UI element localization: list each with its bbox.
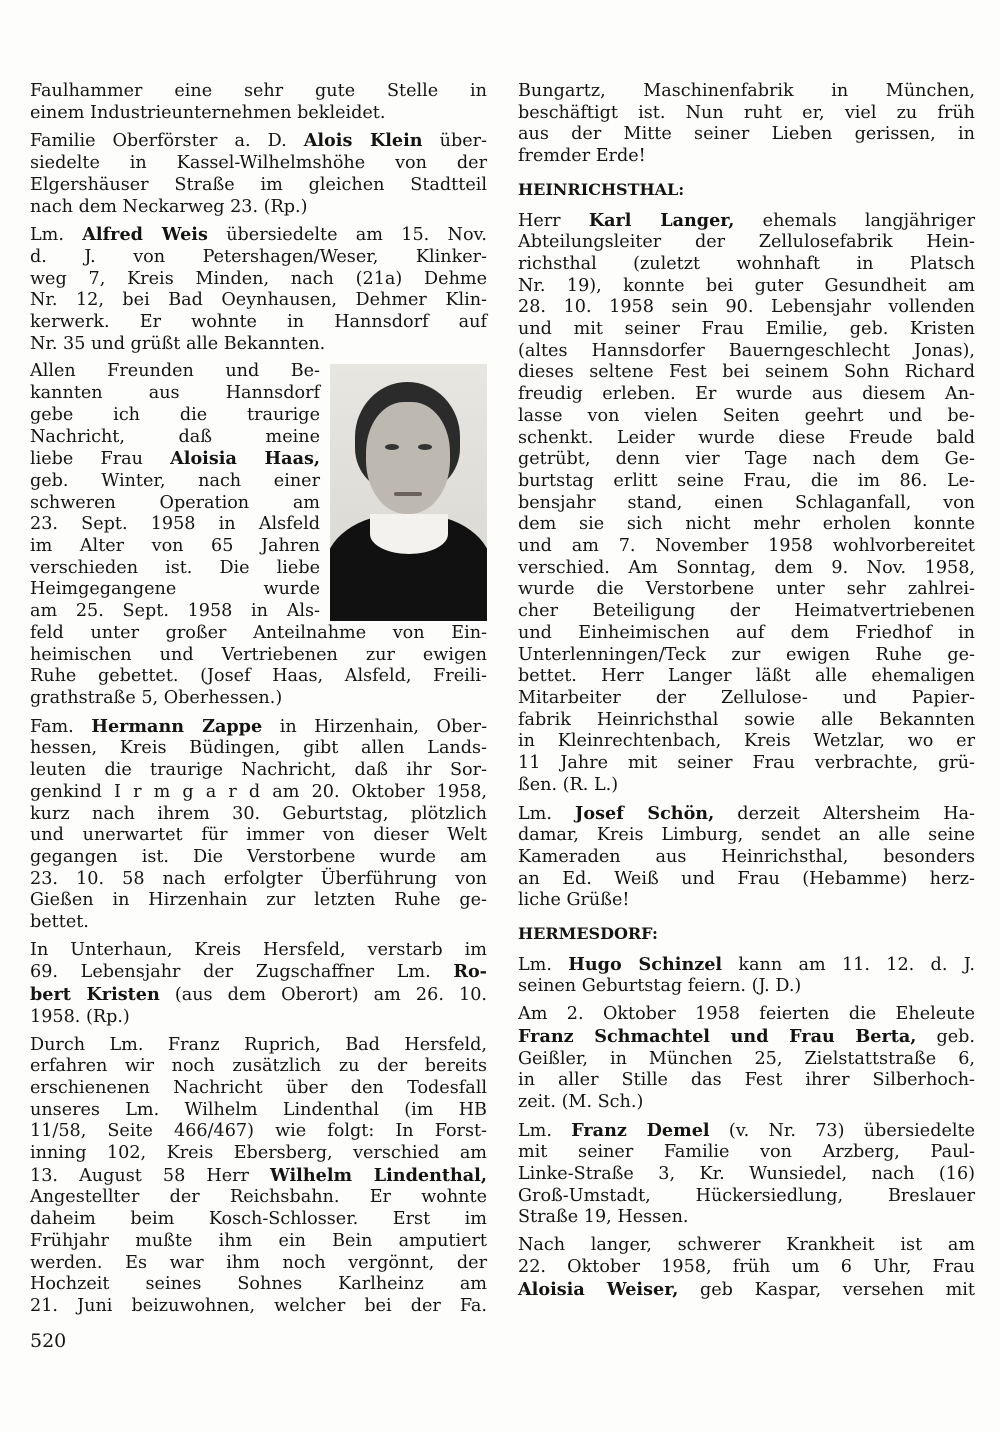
text-line: liebe Frau Aloisia Haas, <box>30 448 320 470</box>
article-paragraph <box>30 224 487 355</box>
text-line: Linke-Straße 3, Kr. Wunsiedel, nach (16) <box>518 1164 975 1185</box>
text-line: in Kleinrechtenbach, Kreis Wetzlar, wo er <box>518 731 975 752</box>
text-line: Ruhe gebettet. (Josef Haas, Alsfeld, Freili- <box>30 666 487 687</box>
text-line: kannten aus Hannsdorf <box>30 383 320 404</box>
text-line: Groß-Umstadt, Hückersiedlung, Breslauer <box>518 1185 975 1206</box>
text-line: und mit seiner Frau Emilie, geb. Kristen <box>518 319 975 340</box>
bold-name: Hermann Zappe <box>91 715 263 737</box>
text-line: in aller Stille das Fest ihrer Silberhoch- <box>518 1070 975 1091</box>
text-line: am 25. Sept. 1958 in Als- <box>30 601 320 622</box>
article-paragraph <box>30 81 487 124</box>
text-line: Gießen in Hirzenhain zur letzten Ruhe ge- <box>30 890 487 911</box>
text-line: bettet. Herr Langer läßt alle ehemaligen <box>518 666 975 687</box>
text-line: lasse von vielen Seiten geehrt und be- <box>518 405 975 426</box>
section-heading: HEINRICHSTHAL: <box>518 179 685 199</box>
text-line: dieses seltene Fest bei seinem Sohn Richard <box>518 362 975 383</box>
text-line: inning 102, Kreis Ebersberg, verschied am <box>30 1143 487 1164</box>
article-paragraph <box>518 954 975 998</box>
text-line: Hochzeit seines Sohnes Karlheinz am <box>30 1274 487 1295</box>
bold-name: Franz Demel <box>571 1119 710 1141</box>
text-line: Abteilungsleiter der Zellulosefabrik Hein- <box>518 232 975 253</box>
text-line: freudig erleben. Er wurde aus diesem An- <box>518 384 975 405</box>
text-line: 28. 10. 1958 sein 90. Lebensjahr vollenden <box>518 297 975 318</box>
bold-name: Hugo Schinzel <box>568 953 723 975</box>
article-paragraph <box>30 361 487 709</box>
photo-face <box>366 402 450 514</box>
article-paragraph <box>30 716 487 934</box>
text-line: feld unter großer Anteilnahme von Ein- <box>30 622 487 643</box>
text-line: 23. 10. 58 nach erfolgter Überführung von <box>30 868 487 889</box>
text-line: einem Industrieunternehmen bekleidet. <box>30 102 386 123</box>
text-line: 1958. (Rp.) <box>30 1006 130 1027</box>
text-line: Faulhammer eine sehr gute Stelle in <box>30 81 487 101</box>
text-line: cher Beteiligung der Heimatvertriebenen <box>518 601 975 622</box>
text-line: 11 Jahre mit seiner Frau verbrachte, grü- <box>518 753 975 774</box>
bold-name: Wilhelm Lindenthal, <box>270 1164 487 1186</box>
text-line: mit seiner Familie von Arzberg, Paul- <box>518 1142 975 1163</box>
text-line: Durch Lm. Franz Ruprich, Bad Hersfeld, <box>30 1034 487 1055</box>
text-line: Unterlenningen/Teck zur ewigen Ruhe ge- <box>518 644 975 665</box>
text-line: Kameraden aus Heinrichsthal, besonders <box>518 846 975 867</box>
left-column <box>30 81 487 1324</box>
text-line: seinen Geburtstag feiern. (J. D.) <box>518 976 802 997</box>
text-line: nach dem Neckarweg 23. (Rp.) <box>30 196 308 217</box>
article-paragraph <box>518 210 975 797</box>
text-line: richsthal (zuletzt wohnhaft in Platsch <box>518 253 975 274</box>
text-line: dem sie sich nicht mehr erholen konnte <box>518 514 975 535</box>
bold-name: Josef Schön, <box>575 802 715 824</box>
bold-name: bert Kristen <box>30 984 160 1006</box>
text-line: Nr. 12, bei Bad Oeynhausen, Dehmer Klin- <box>30 290 487 311</box>
text-line: an Ed. Weiß und Frau (Hebamme) herz- <box>518 868 975 889</box>
text-line: 21. Juni beizuwohnen, welcher bei der Fa. <box>30 1295 487 1316</box>
text-line: Am 2. Oktober 1958 feierten die Eheleute <box>518 1004 975 1025</box>
text-line: verschieden ist. Die liebe <box>30 557 320 578</box>
text-line: Straße 19, Hessen. <box>518 1207 689 1228</box>
text-line: bensjahr stand, einen Schlaganfall, von <box>518 492 975 513</box>
text-line: beschäftigt ist. Nun ruht er, viel zu früh <box>518 102 975 123</box>
text-line: leuten die traurige Nachricht, daß ihr Sor- <box>30 760 487 781</box>
text-line: geb. Winter, nach einer <box>30 470 320 491</box>
right-column <box>518 81 975 1307</box>
text-line: burtstag erlitt seine Frau, die im 86. Le- <box>518 470 975 491</box>
bold-name: Aloisia Haas, <box>170 448 320 470</box>
text-line: Frühjahr mußte ihm ein Bein amputiert <box>30 1230 487 1251</box>
text-line: Allen Freunden und Be- <box>30 361 320 382</box>
text-line: liche Grüße! <box>518 890 630 911</box>
text-line: grathstraße 5, Oberhessen.) <box>30 687 283 708</box>
text-line: gebe ich die traurige <box>30 404 320 425</box>
text-line: fabrik Heinrichsthal sowie alle Bekannten <box>518 709 975 730</box>
article-paragraph <box>518 1235 975 1301</box>
section-heading: HERMESDORF: <box>518 924 658 944</box>
text-line: bettet. <box>30 912 89 933</box>
text-line: werden. Es war ihm noch vergönnt, der <box>30 1252 487 1273</box>
text-line: Geißler, in München 25, Zielstattstraße 6, <box>518 1048 975 1069</box>
article-paragraph <box>30 940 487 1029</box>
text-line: weg 7, Kreis Minden, nach (21a) Dehme <box>30 268 487 289</box>
article-paragraph <box>518 81 975 168</box>
text-line: Elgershäuser Straße im gleichen Stadtteil <box>30 174 487 195</box>
bold-name: Franz Schmachtel und Frau Berta, <box>518 1025 917 1047</box>
text-line: 11/58, Seite 466/467) wie folgt: In Forst- <box>30 1121 487 1142</box>
text-line: erfahren wir noch zusätzlich zu der bereits <box>30 1056 487 1077</box>
text-line: und am 7. November 1958 wohlvorbereitet <box>518 536 975 557</box>
portrait-photo <box>330 364 487 621</box>
text-line: im Alter von 65 Jahren <box>30 536 320 557</box>
text-line: fremder Erde! <box>518 146 646 167</box>
text-line: genkind I r m g a r d am 20. Oktober 1958, <box>30 781 487 802</box>
text-line: (altes Hannsdorfer Bauerngeschlecht Jonas), <box>518 340 975 361</box>
text-line: wurde die Verstorbene unter sehr zahlrei- <box>518 579 975 600</box>
bold-name: Ro- <box>453 961 487 983</box>
text-line: Lm. Franz Demel (v. Nr. 73) übersiedelte <box>518 1119 975 1141</box>
text-line: kerwerk. Er wohnte in Hannsdorf auf <box>30 312 487 333</box>
text-line: 13. August 58 Herr Wilhelm Lindenthal, <box>30 1164 487 1186</box>
text-line: Nach langer, schwerer Krankheit ist am <box>518 1235 975 1256</box>
bold-name: Alois Klein <box>303 130 423 152</box>
text-line: Lm. Alfred Weis übersiedelte am 15. Nov. <box>30 224 487 246</box>
text-line: 69. Lebensjahr der Zugschaffner Lm. Ro- <box>30 961 487 983</box>
text-line: siedelte in Kassel-Wilhelmshöhe von der <box>30 153 487 174</box>
text-line: Franz Schmachtel und Frau Berta, geb. <box>518 1025 975 1047</box>
article-paragraph <box>518 1120 975 1230</box>
text-line: Nachricht, daß meine <box>30 426 320 447</box>
text-line: aus der Mitte seiner Lieben gerissen, in <box>518 124 975 145</box>
text-line: 23. Sept. 1958 in Alsfeld <box>30 514 320 535</box>
text-line: Aloisia Weiser, geb Kaspar, versehen mit <box>518 1278 976 1300</box>
article-paragraph <box>30 1035 487 1318</box>
text-line: schweren Operation am <box>30 492 320 513</box>
text-line: Herr Karl Langer, ehemals langjähriger <box>518 209 975 231</box>
bold-name: Aloisia Weiser, <box>518 1278 679 1300</box>
text-line: damar, Kreis Limburg, sendet an alle seine <box>518 825 975 846</box>
text-line: Nr. 19), konnte bei guter Gesundheit am <box>518 275 975 296</box>
text-line: d. J. von Petershagen/Weser, Klinker- <box>30 246 487 267</box>
text-line: hessen, Kreis Büdingen, gibt allen Lands- <box>30 738 487 759</box>
text-line: ßen. (R. L.) <box>518 774 619 795</box>
text-line: kurz nach ihrem 30. Geburtstag, plötzlich <box>30 803 487 824</box>
bold-name: Karl Langer, <box>588 209 735 231</box>
text-line: heimischen und Vertriebenen zur ewigen <box>30 644 487 665</box>
article-paragraph <box>30 130 487 218</box>
text-line: und Einheimischen auf dem Friedhof in <box>518 622 975 643</box>
text-line: Lm. Hugo Schinzel kann am 11. 12. d. J. <box>518 953 975 975</box>
bold-name: Alfred Weis <box>82 224 208 246</box>
text-line: Bungartz, Maschinenfabrik in München, <box>518 81 975 101</box>
text-line: daheim beim Kosch-Schlosser. Erst im <box>30 1209 487 1230</box>
text-line: Familie Oberförster a. D. Alois Klein über- <box>30 130 487 152</box>
text-line: verschied. Am Sonntag, dem 9. Nov. 1958, <box>518 557 975 578</box>
text-line: Nr. 35 und grüßt alle Bekannten. <box>30 333 326 354</box>
text-line: getrübt, denn vier Tage nach dem Ge- <box>518 449 975 470</box>
article-paragraph <box>518 803 975 913</box>
text-line: In Unterhaun, Kreis Hersfeld, verstarb im <box>30 939 487 960</box>
text-line: erschienenen Nachricht über den Todesfall <box>30 1077 487 1098</box>
article-paragraph <box>518 1004 975 1114</box>
text-line: Angestellter der Reichsbahn. Er wohnte <box>30 1187 487 1208</box>
text-line: 22. Oktober 1958, früh um 6 Uhr, Frau <box>518 1256 975 1277</box>
text-line: bert Kristen (aus dem Oberort) am 26. 10. <box>30 984 487 1006</box>
text-line: zeit. (M. Sch.) <box>518 1091 644 1112</box>
text-line: Lm. Josef Schön, derzeit Altersheim Ha- <box>518 802 975 824</box>
text-line: und unerwartet für immer von dieser Welt <box>30 825 487 846</box>
text-line: Mitarbeiter der Zellulose- und Papier- <box>518 687 975 708</box>
text-line: schenkt. Leider wurde diese Freude bald <box>518 427 975 448</box>
text-line: Fam. Hermann Zappe in Hirzenhain, Ober- <box>30 715 488 737</box>
page-number: 520 <box>30 1330 67 1352</box>
text-line: Heimgegangene wurde <box>30 579 320 600</box>
text-line: gegangen ist. Die Verstorbene wurde am <box>30 846 487 867</box>
photo-mouth <box>394 492 422 496</box>
text-line: unseres Lm. Wilhelm Lindenthal (im HB <box>30 1099 487 1120</box>
